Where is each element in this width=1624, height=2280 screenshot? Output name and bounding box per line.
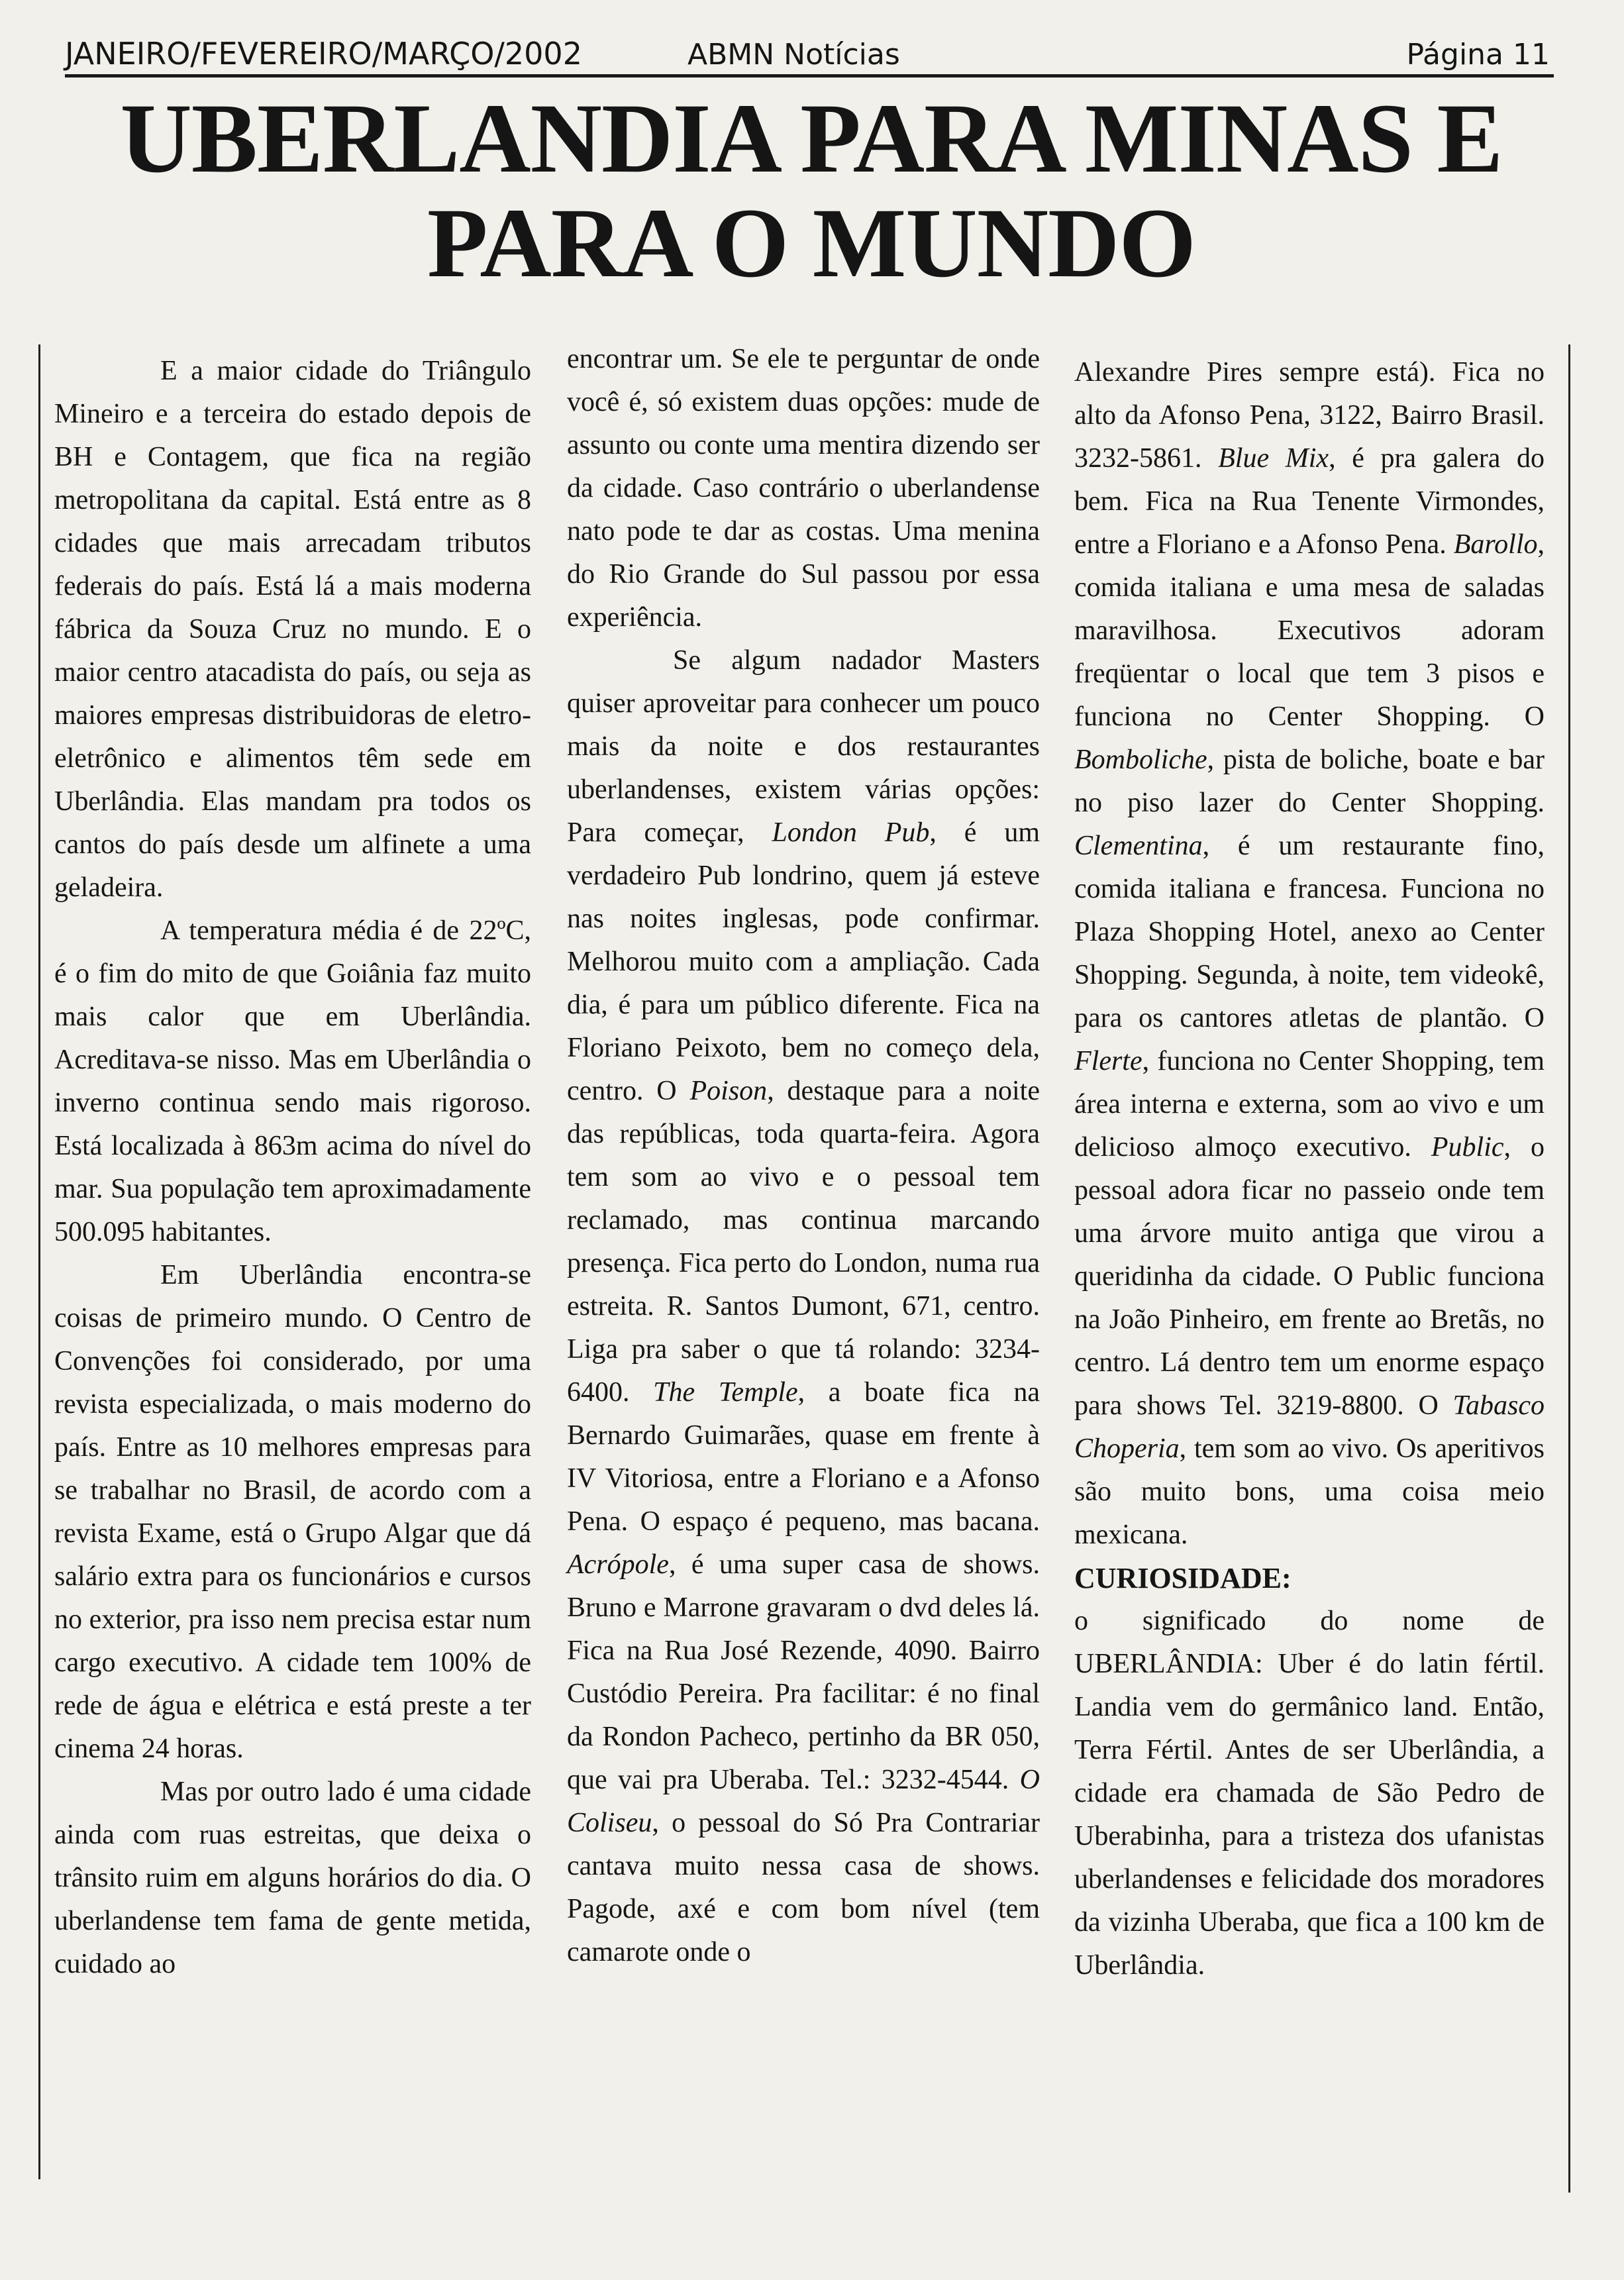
text-run: , o pessoal adora ficar no passeio onde tem uma árvore muito antiga que virou a queridinha da cidade. O Public funciona na João Pinheiro, em frente ao Bretãs, no centro. Lá dentro tem um enorme espaço para shows Tel. 3219-8800. O (1074, 1132, 1545, 1421)
page-header (65, 32, 1554, 78)
paragraph-venues (1074, 351, 1545, 1557)
issue-date: JANEIRO/FEVEREIRO/MARÇO/2002 (65, 36, 582, 72)
text-run: , é uma super casa de shows. Bruno e Marrone gravaram o dvd deles lá. Fica na Rua José Rezende, 4090. Bairro Custódio Pereira. Pra facilitar: é no final da Rondon Pacheco, pertinho da BR 050, que vai pra Uberaba. Tel.: 3232-4544. (567, 1549, 1040, 1795)
paragraph: Em Uberlândia encontra-se coisas de primeiro mundo. O Centro de Convenções foi considerado, por uma revista especializada, o mais moderno do país. Entre as 10 melhores empresas para se trabalhar no Brasil, de acordo com a revista Exame, está o Grupo Algar que dá salário extra para os funcionários e cursos no exterior, pra isso nem precisa estar num cargo executivo. A cidade tem 100% de rede de água e elétrica e está preste a ter cinema 24 horas. (54, 1260, 531, 1764)
article-headline (53, 83, 1570, 298)
headline-line-2: PARA O MUNDO (427, 188, 1196, 298)
subheading-curiosidade: CURIOSIDADE: (1074, 1562, 1292, 1594)
right-column-rule (1568, 344, 1570, 2193)
text-run: Alexandre Pires sempre está). Fica no alto da Afonso Pena, 3122, Bairro Brasil. 3232-5861. (1074, 357, 1545, 474)
publication-name: ABMN Notícias (687, 38, 900, 72)
paragraph: A temperatura média é de 22ºC, é o fim do mito de que Goiânia faz muito mais calor que em Uberlândia. Acreditava-se nisso. Mas em Uberlândia o inverno continua sendo mais rigoroso. Está localizada à 863m acima do nível do mar. Sua população tem aproximadamente 500.095 habitantes. (54, 915, 531, 1247)
venue-name: Poison (689, 1076, 768, 1106)
text-run: , a boate fica na Bernardo Guimarães, quase em frente à IV Vitoriosa, entre a Floriano e a Afonso Pena. O espaço é pequeno, mas bacana. (567, 1377, 1040, 1537)
text-run: , é pra galera do bem. Fica na Rua Tenente Virmondes, entre a Floriano e a Afonso Pena. (1074, 443, 1545, 560)
venue-name: Acrópole (567, 1549, 669, 1580)
venue-name: Blue Mix (1218, 443, 1329, 474)
text-run: , pista de boliche, boate e bar no piso lazer do Center Shopping. (1074, 745, 1545, 818)
paragraph: Mas por outro lado é uma cidade ainda com ruas estreitas, que deixa o trânsito ruim em alguns horários do dia. O uberlandense tem fama de gente metida, cuidado ao (54, 1777, 531, 1979)
article-column-2 (567, 338, 1040, 1974)
text-run: , é um restaurante fino, comida italiana e francesa. Funciona no Plaza Shopping Hotel, anexo ao Center Shopping. Segunda, à noite, tem videokê, para os cantores atletas de plantão. O (1074, 831, 1545, 1033)
text-run: , tem som ao vivo. Os aperitivos são muito bons, uma coisa meio mexicana. (1074, 1433, 1545, 1550)
page-number: Página 11 (1406, 38, 1550, 72)
venue-name: London Pub (772, 817, 930, 848)
text-run: , destaque para a noite das repúblicas, toda quarta-feira. Agora tem som ao vivo e o pessoal tem reclamado, mas continua marcando presença. Fica perto do London, numa rua estreita. R. Santos Dumont, 671, centro. Liga pra saber o que tá rolando: 3234-6400. (567, 1076, 1040, 1408)
text-run: , o pessoal do Só Pra Contrariar cantava muito nessa casa de shows. Pagode, axé e com bom nível (tem camarote onde o (567, 1808, 1040, 1967)
venue-name: Clementina (1074, 831, 1203, 861)
venue-name: Flerte (1074, 1046, 1142, 1076)
text-run: Se algum nadador Masters quiser aproveitar para conhecer um pouco mais da noite e dos restaurantes uberlandenses, existem várias opções: Para começar, (567, 645, 1040, 848)
paragraph: E a maior cidade do Triângulo Mineiro e a terceira do estado depois de BH e Contagem, que fica na região metropolitana da capital. Está entre as 8 cidades que mais arrecadam tributos federais do país. Está lá a mais moderna fábrica da Souza Cruz no mundo. E o maior centro atacadista do país, ou seja as maiores empresas distribuidoras de eletro-eletrônico e alimentos têm sede em Uberlândia. Elas mandam pra todos os cantos do país desde um alfinete a uma geladeira. (54, 356, 531, 903)
venue-name: Tabasco Choperia (1074, 1390, 1545, 1464)
article-column-3 (1074, 351, 1545, 1987)
text-run: , é um verdadeiro Pub londrino, quem já esteve nas noites inglesas, pode confirmar. Melhorou muito com a ampliação. Cada dia, é para um público diferente. Fica na Floriano Peixoto, bem no começo dela, centro. O (567, 817, 1040, 1106)
text-run: , comida italiana e uma mesa de saladas maravilhosa. Executivos adoram freqüentar o local que tem 3 pisos e funciona no Center Shopping. O (1074, 529, 1545, 732)
left-column-rule (38, 344, 40, 2179)
venue-name: O Coliseu (567, 1765, 1040, 1838)
venue-name: Bomboliche (1074, 745, 1207, 775)
text-run: , funciona no Center Shopping, tem área interna e externa, som ao vivo e um delicioso almoço executivo. (1074, 1046, 1545, 1163)
venue-name: Barollo (1453, 529, 1538, 560)
paragraph: encontrar um. Se ele te perguntar de onde você é, só existem duas opções: mude de assunto ou conte uma mentira dizendo ser da cidade. Caso contrário o uberlandense nato pode te dar as costas. Uma menina do Rio Grande do Sul passou por essa experiência. (567, 344, 1040, 633)
paragraph-curiosidade: o significado do nome de UBERLÂNDIA: Uber é do latin fértil. Landia vem do germânico land. Então, Terra Fértil. Antes de ser Uberlândia, a cidade era chamada de São Pedro de Uberabinha, para a tristeza dos ufanistas uberlandenses e felicidade dos moradores da vizinha Uberaba, que fica a 100 km de Uberlândia. (1074, 1606, 1545, 1981)
headline-line-1: UBERLANDIA PARA MINAS E (120, 83, 1503, 193)
article-column-1 (54, 350, 531, 1986)
venue-name: Public (1431, 1132, 1504, 1163)
venue-name: The Temple (653, 1377, 798, 1408)
paragraph-nightlife (567, 639, 1040, 1974)
